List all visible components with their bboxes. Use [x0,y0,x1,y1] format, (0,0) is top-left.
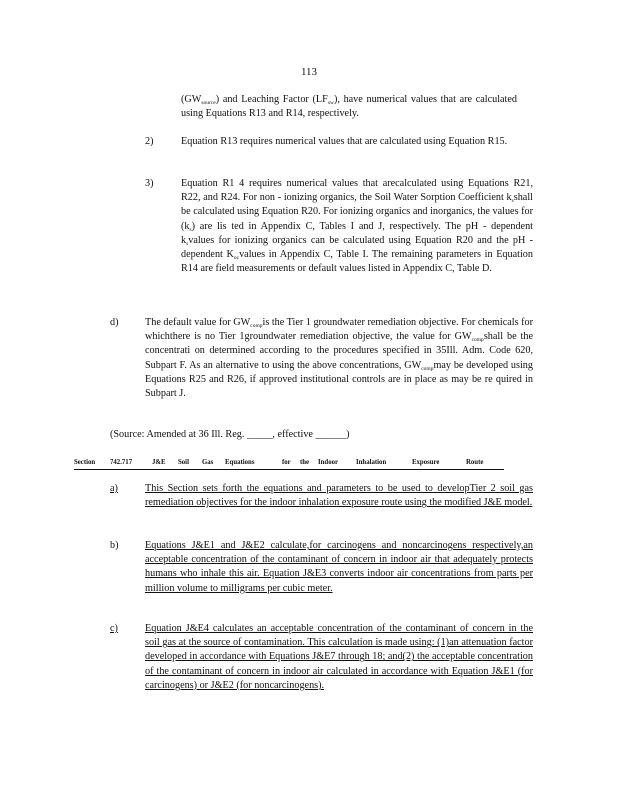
item-b-text: Equations J&E1 and J&E2 calculate,for carcinogens and noncarcinogens respectively,an acceptable concentration of the contaminant of concern in indoor air that adequately protects humans who inhale this air. Equation J&E3 converts indoor air concentrations from parts per million volume to milligrams per cubic meter. [145,540,533,594]
item-3-label: 3) [145,178,154,189]
item-c-text: Equation J&E4 calculates an acceptable concentration of the contaminant of concern in the soil gas at the source of contamination. This calculation is made using: (1)an attenuation factor developed in accordance with Equations J&E7 through 18; and(2) the acceptable concentration of the contaminant of concern in indoor air calculated in accordance with Equation J&E1 (for carcinogens) or J&E2 (for noncarcinogens). [145,623,533,691]
item-b-label: b) [110,540,119,551]
continuation-paragraph: $(GW_{source})$ and Leaching Factor $(LF_{sw})$, have numerical values that are calculated using Equations R13 and R14, respectively. [181,94,517,120]
section-heading: Section 742.717 J&E Soil Gas Equations for the Indoor Inhalation Exposure Route [74,457,504,470]
page-number: 113 [300,66,318,78]
source-note: (Source: Amended at 36 Ill. Reg. _____, effective ______) [110,429,350,440]
item-a-text: This Section sets forth the equations and parameters to be used to developTier 2 soil gas remediation objectives for the indoor inhalation exposure route using the modified J&E model. [145,483,533,509]
item-c-label: c) [110,623,118,634]
item-3-text: Equation R1 4 requires numerical values that arecalculated using Equations R21, R22, and R24. For non - ionizing organics, the Soil Water Sorption Coefficient $k_sshall$ be calculated using Equation R20. For ionizing organics and inorganics, the values for $(k_s)$ are lis ted in Appendix C, Tables I and J, respectively. The pH - dependent $k_svalues$ for ionizing organics can be calculated using Equation R20 and the pH - dependent $K_{oc}values$ in Appendix C, Table I. The remaining parameters in Equation R14 are field measurements or default values listed in Appendix C, Table D. [181,178,533,275]
item-d-label: d) [110,317,119,328]
item-2-label: 2) [145,136,154,147]
item-d-text: The default value for $GW_{comp}is$ the Tier 1 groundwater remediation objective. For chemicals for whichthere is no Tier 1groundwater remediation objective, the value for $GW_{comp}shall$ be the concentrati on determined according to the procedures specified in 35Ill. Adm. Code 620, Subpart F. As an alternative to using the above concentrations, $GW_{comp}may$ be developed using Equations R25 and R26, if approved institutional controls are in place as may be re quired in Subpart J. [145,317,534,400]
item-2-text: Equation R13 requires numerical values that are calculated using Equation R15. [181,136,508,147]
item-a-label: a) [110,483,118,494]
